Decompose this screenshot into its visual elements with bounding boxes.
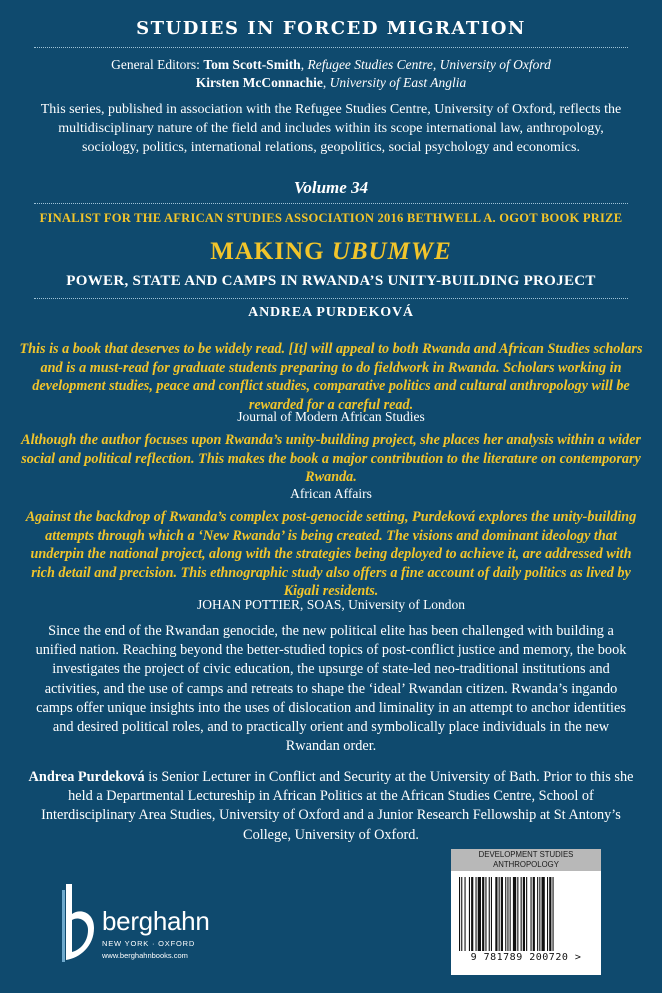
barcode-bar: [531, 877, 532, 951]
divider-subtitle: [34, 298, 628, 299]
barcode-bar: [491, 877, 492, 951]
editor2-name: Kirsten McConnachie: [195, 75, 323, 90]
barcode-bar: [461, 877, 462, 951]
review-source-3: JOHAN POTTIER, SOAS, University of London: [196, 597, 466, 612]
editor2-affiliation: University of East Anglia: [329, 75, 467, 90]
title-plain: MAKING: [210, 238, 332, 265]
bio-text: is Senior Lecturer in Conflict and Security at the University of Bath. Prior to this she held a Departmental Lectureship in African Politics at the African Studies Centre, School of Interdisciplinary Area Studies, University of Oxford and a Junior Research Fellowship at St Antony’s College, University of Oxford.: [41, 769, 634, 843]
barcode-bar: [533, 877, 535, 951]
category-line-2: ANTHROPOLOGY: [493, 860, 559, 869]
barcode-bar: [482, 877, 484, 951]
barcode-bar: [547, 877, 548, 951]
barcode-bar: [549, 877, 551, 951]
book-title: [0, 238, 662, 266]
book-blurb: Since the end of the Rwandan genocide, the new political elite has been challenged with building a unified nation. Reaching beyond the better-studied topics of post-conflict justice and memory, the book investigates the project of civic education, the upsurge of state-led neo-traditional institutions and activities, and the use of camps and retreats to shape the ‘ideal’ Rwandan citizen. Rwanda’s ingando camps offer unique insights into the uses of dislocation and liminality in an attempt to anchor identities and desired political roles, and to practically orient and symbolically place individuals in the new Rwandan order.: [35, 623, 627, 755]
berghahn-logo-icon: [62, 884, 98, 962]
series-editors: [0, 56, 662, 92]
editors-prefix: General Editors:: [111, 57, 204, 72]
barcode-bar: [499, 877, 500, 951]
barcode-bar: [510, 877, 511, 951]
review-source-2: African Affairs: [290, 486, 372, 501]
divider-top: [34, 47, 628, 48]
author-bio: [28, 768, 634, 845]
barcode-bar: [501, 877, 503, 951]
editor1-name: Tom Scott-Smith: [203, 57, 301, 72]
barcode-bar: [505, 877, 506, 951]
title-italic: UBUMWE: [331, 238, 452, 265]
publisher-places: NEW YORK · OXFORD: [102, 939, 196, 948]
review-quote-1: This is a book that deserves to be widely read. [It] will appeal to both Rwanda and African Studies scholars and is a must-read for graduate students preparing to do fieldwork in Rwanda. Scholars working in development studies, peace and conflict studies, comparative politics and cultural anthropology will be rewarded for a careful read.: [19, 341, 643, 413]
barcode-bar: [469, 877, 470, 951]
barcode-bar: [523, 877, 525, 951]
barcode-bar: [553, 877, 554, 951]
barcode-bar: [471, 877, 473, 951]
series-description: This series, published in association with the Refugee Studies Centre, University of Oxford, reflects the multidisciplinary nature of the field and includes within its scope international law, anthropology, sociology, politics, international relations, geopolitics, social psychology and economics.: [40, 102, 622, 155]
barcode-bar: [459, 877, 460, 951]
editor1-affiliation: Refugee Studies Centre, University of Oxford: [307, 57, 551, 72]
book-subtitle: POWER, STATE AND CAMPS IN RWANDA’S UNITY-BUILDING PROJECT: [66, 273, 596, 289]
barcode-bar: [485, 877, 486, 951]
barcode-bar: [478, 877, 481, 951]
volume-number: Volume 34: [293, 178, 369, 197]
series-title: STUDIES IN FORCED MIGRATION: [136, 18, 526, 39]
editor1-comma: ,: [300, 57, 308, 72]
barcode-bar: [526, 877, 527, 951]
barcode-bar: [539, 877, 540, 951]
editor2-comma: ,: [322, 75, 330, 90]
isbn-digits: 9 781789 200720 >: [470, 952, 582, 963]
barcode-bar: [542, 877, 545, 951]
barcode-bar: [489, 877, 490, 951]
bio-name: Andrea Purdeková: [28, 769, 145, 785]
category-line-1: DEVELOPMENT STUDIES: [478, 850, 574, 859]
divider-volume: [34, 203, 628, 204]
subject-category: [451, 849, 601, 871]
barcode-bar: [537, 877, 538, 951]
prize-finalist: FINALIST FOR THE AFRICAN STUDIES ASSOCIATION 2016 BETHWELL A. OGOT BOOK PRIZE: [39, 211, 623, 225]
publisher-logo: [62, 884, 222, 964]
barcode: [451, 849, 601, 975]
barcode-bar: [495, 877, 497, 951]
publisher-name: berghahn: [102, 906, 210, 936]
barcode-bar: [517, 877, 518, 951]
review-source-1: Journal of Modern African Studies: [237, 409, 425, 424]
publisher-url: www.berghahnbooks.com: [102, 951, 188, 960]
barcode-bar: [465, 877, 466, 951]
barcode-bar: [521, 877, 522, 951]
barcode-bar: [476, 877, 477, 951]
editor-line-2: [0, 74, 662, 92]
editor-line-1: [0, 56, 662, 74]
barcode-bar: [507, 877, 508, 951]
barcode-bars: [459, 877, 593, 951]
review-quote-2: Although the author focuses upon Rwanda’s unity-building project, she places her analysis within a wider social and political reflection. This makes the book a major contribution to the literature on contemporary Rwanda.: [21, 432, 641, 486]
barcode-bar: [513, 877, 516, 951]
author-name: ANDREA PURDEKOVÁ: [248, 305, 414, 320]
review-quote-3: Against the backdrop of Rwanda’s complex post-genocide setting, Purdeková explores the unity-building attempts through which a ‘New Rwanda’ is being created. The visions and dominant ideology that underpin the national project, along with the strategies being deployed to achieve it, are addressed with rich detail and precision. This ethnographic study also offers a fine account of daily politics as lived by Kigali residents.: [25, 509, 637, 600]
